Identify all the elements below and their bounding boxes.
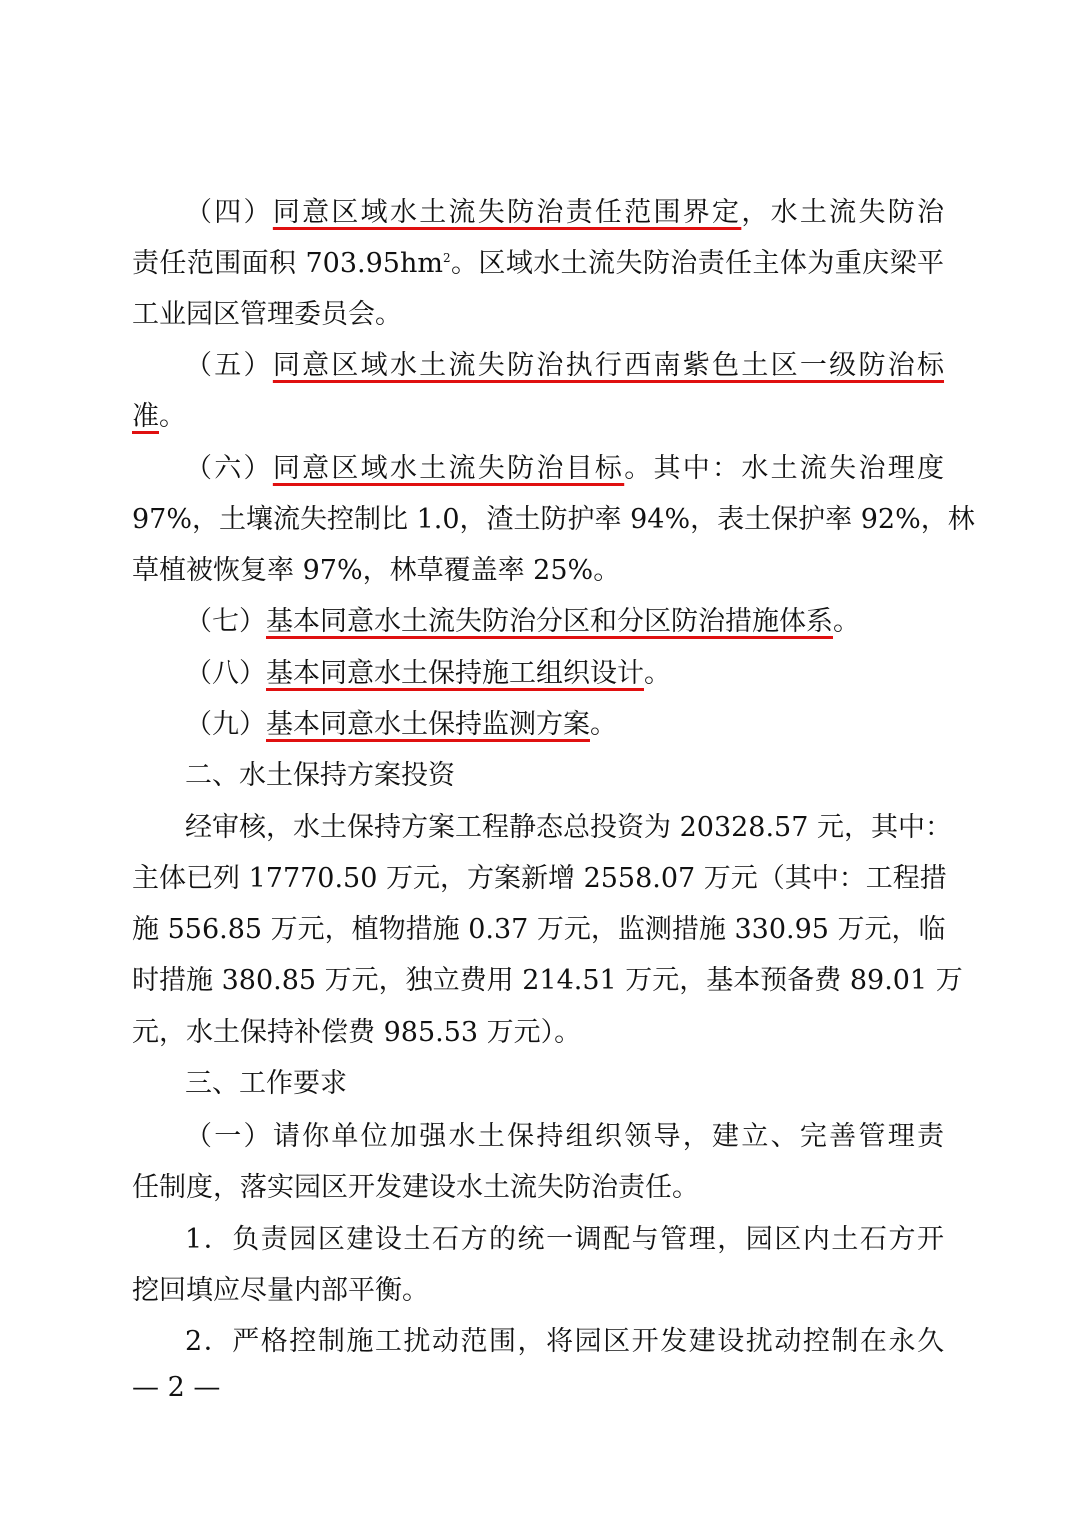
- item-1-line-1: 1．负责园区建设土石方的统一调配与管理，园区内土石方开: [185, 1224, 944, 1255]
- item-number: （五）: [185, 350, 273, 381]
- paragraph-5-line-1: [185, 346, 944, 386]
- item-2-line-1: 2．严格控制施工扰动范围，将园区开发建设扰动控制在永久: [185, 1326, 944, 1357]
- requirement-1-line-2: 任制度，落实园区开发建设水土流失防治责任。: [132, 1172, 699, 1203]
- paragraph-7: [185, 602, 944, 642]
- underlined-text: 同意区域水土流失防治目标: [272, 453, 625, 484]
- paragraph-6-line-1: [185, 449, 944, 489]
- underlined-text: 准: [132, 401, 159, 432]
- investment-line-2: 主体已列 17770.50 万元，方案新增 2558.07 万元（其中：工程措: [132, 863, 947, 894]
- paragraph-6-line-3: 草植被恢复率 97%，林草覆盖率 25%。: [132, 555, 621, 586]
- investment-line-3: 施 556.85 万元，植物措施 0.37 万元，监测措施 330.95 万元，临: [132, 914, 946, 945]
- text: 。区域水土流失防治责任主体为重庆梁平: [450, 248, 944, 279]
- item-number: （七）: [185, 606, 266, 637]
- item-number: （四）: [185, 197, 273, 228]
- item-number: （八）: [185, 658, 266, 689]
- paragraph-4-line-1: [185, 193, 944, 233]
- investment-line-4: 时措施 380.85 万元，独立费用 214.51 万元，基本预备费 89.01 万: [132, 965, 963, 996]
- paragraph-6-line-2: 97%，土壤流失控制比 1.0，渣土防护率 94%，表土保护率 92%，林: [132, 504, 975, 535]
- section-heading-2: 二、水土保持方案投资: [185, 760, 455, 791]
- investment-line-1: 经审核，水土保持方案工程静态总投资为 20328.57 元，其中：: [185, 812, 952, 843]
- paragraph-5-line-2: [132, 397, 944, 437]
- underlined-text: 基本同意水土流失防治分区和分区防治措施体系: [266, 606, 833, 637]
- underlined-text: 同意区域水土流失防治执行西南紫色土区一级防治标: [272, 350, 945, 381]
- text: ，水土流失防治: [741, 197, 945, 228]
- text: 。: [590, 709, 617, 740]
- underlined-text: 同意区域水土流失防治责任范围界定: [272, 197, 742, 228]
- paragraph-4-line-3: 工业园区管理委员会。: [132, 299, 402, 330]
- text: 。其中：水土流失治理度: [624, 453, 945, 484]
- underlined-text: 基本同意水土保持监测方案: [266, 709, 590, 740]
- text: 责任范围面积 703.95hm: [132, 248, 443, 279]
- underlined-text: 基本同意水土保持施工组织设计: [266, 658, 644, 689]
- item-1-line-2: 挖回填应尽量内部平衡。: [132, 1275, 429, 1306]
- paragraph-4-line-2: [132, 244, 944, 284]
- requirement-1-line-1: （一）请你单位加强水土保持组织领导，建立、完善管理责: [185, 1121, 944, 1152]
- section-heading-3: 三、工作要求: [185, 1068, 347, 1099]
- item-number: （九）: [185, 709, 266, 740]
- text: 。: [833, 606, 860, 637]
- superscript: 2: [442, 251, 451, 265]
- text: 。: [159, 401, 186, 432]
- item-number: （六）: [185, 453, 273, 484]
- investment-line-5: 元，水土保持补偿费 985.53 万元）。: [132, 1017, 582, 1048]
- text: 。: [644, 658, 671, 689]
- paragraph-9: [185, 705, 944, 745]
- page-number: — 2 —: [132, 1372, 221, 1403]
- paragraph-8: [185, 654, 944, 694]
